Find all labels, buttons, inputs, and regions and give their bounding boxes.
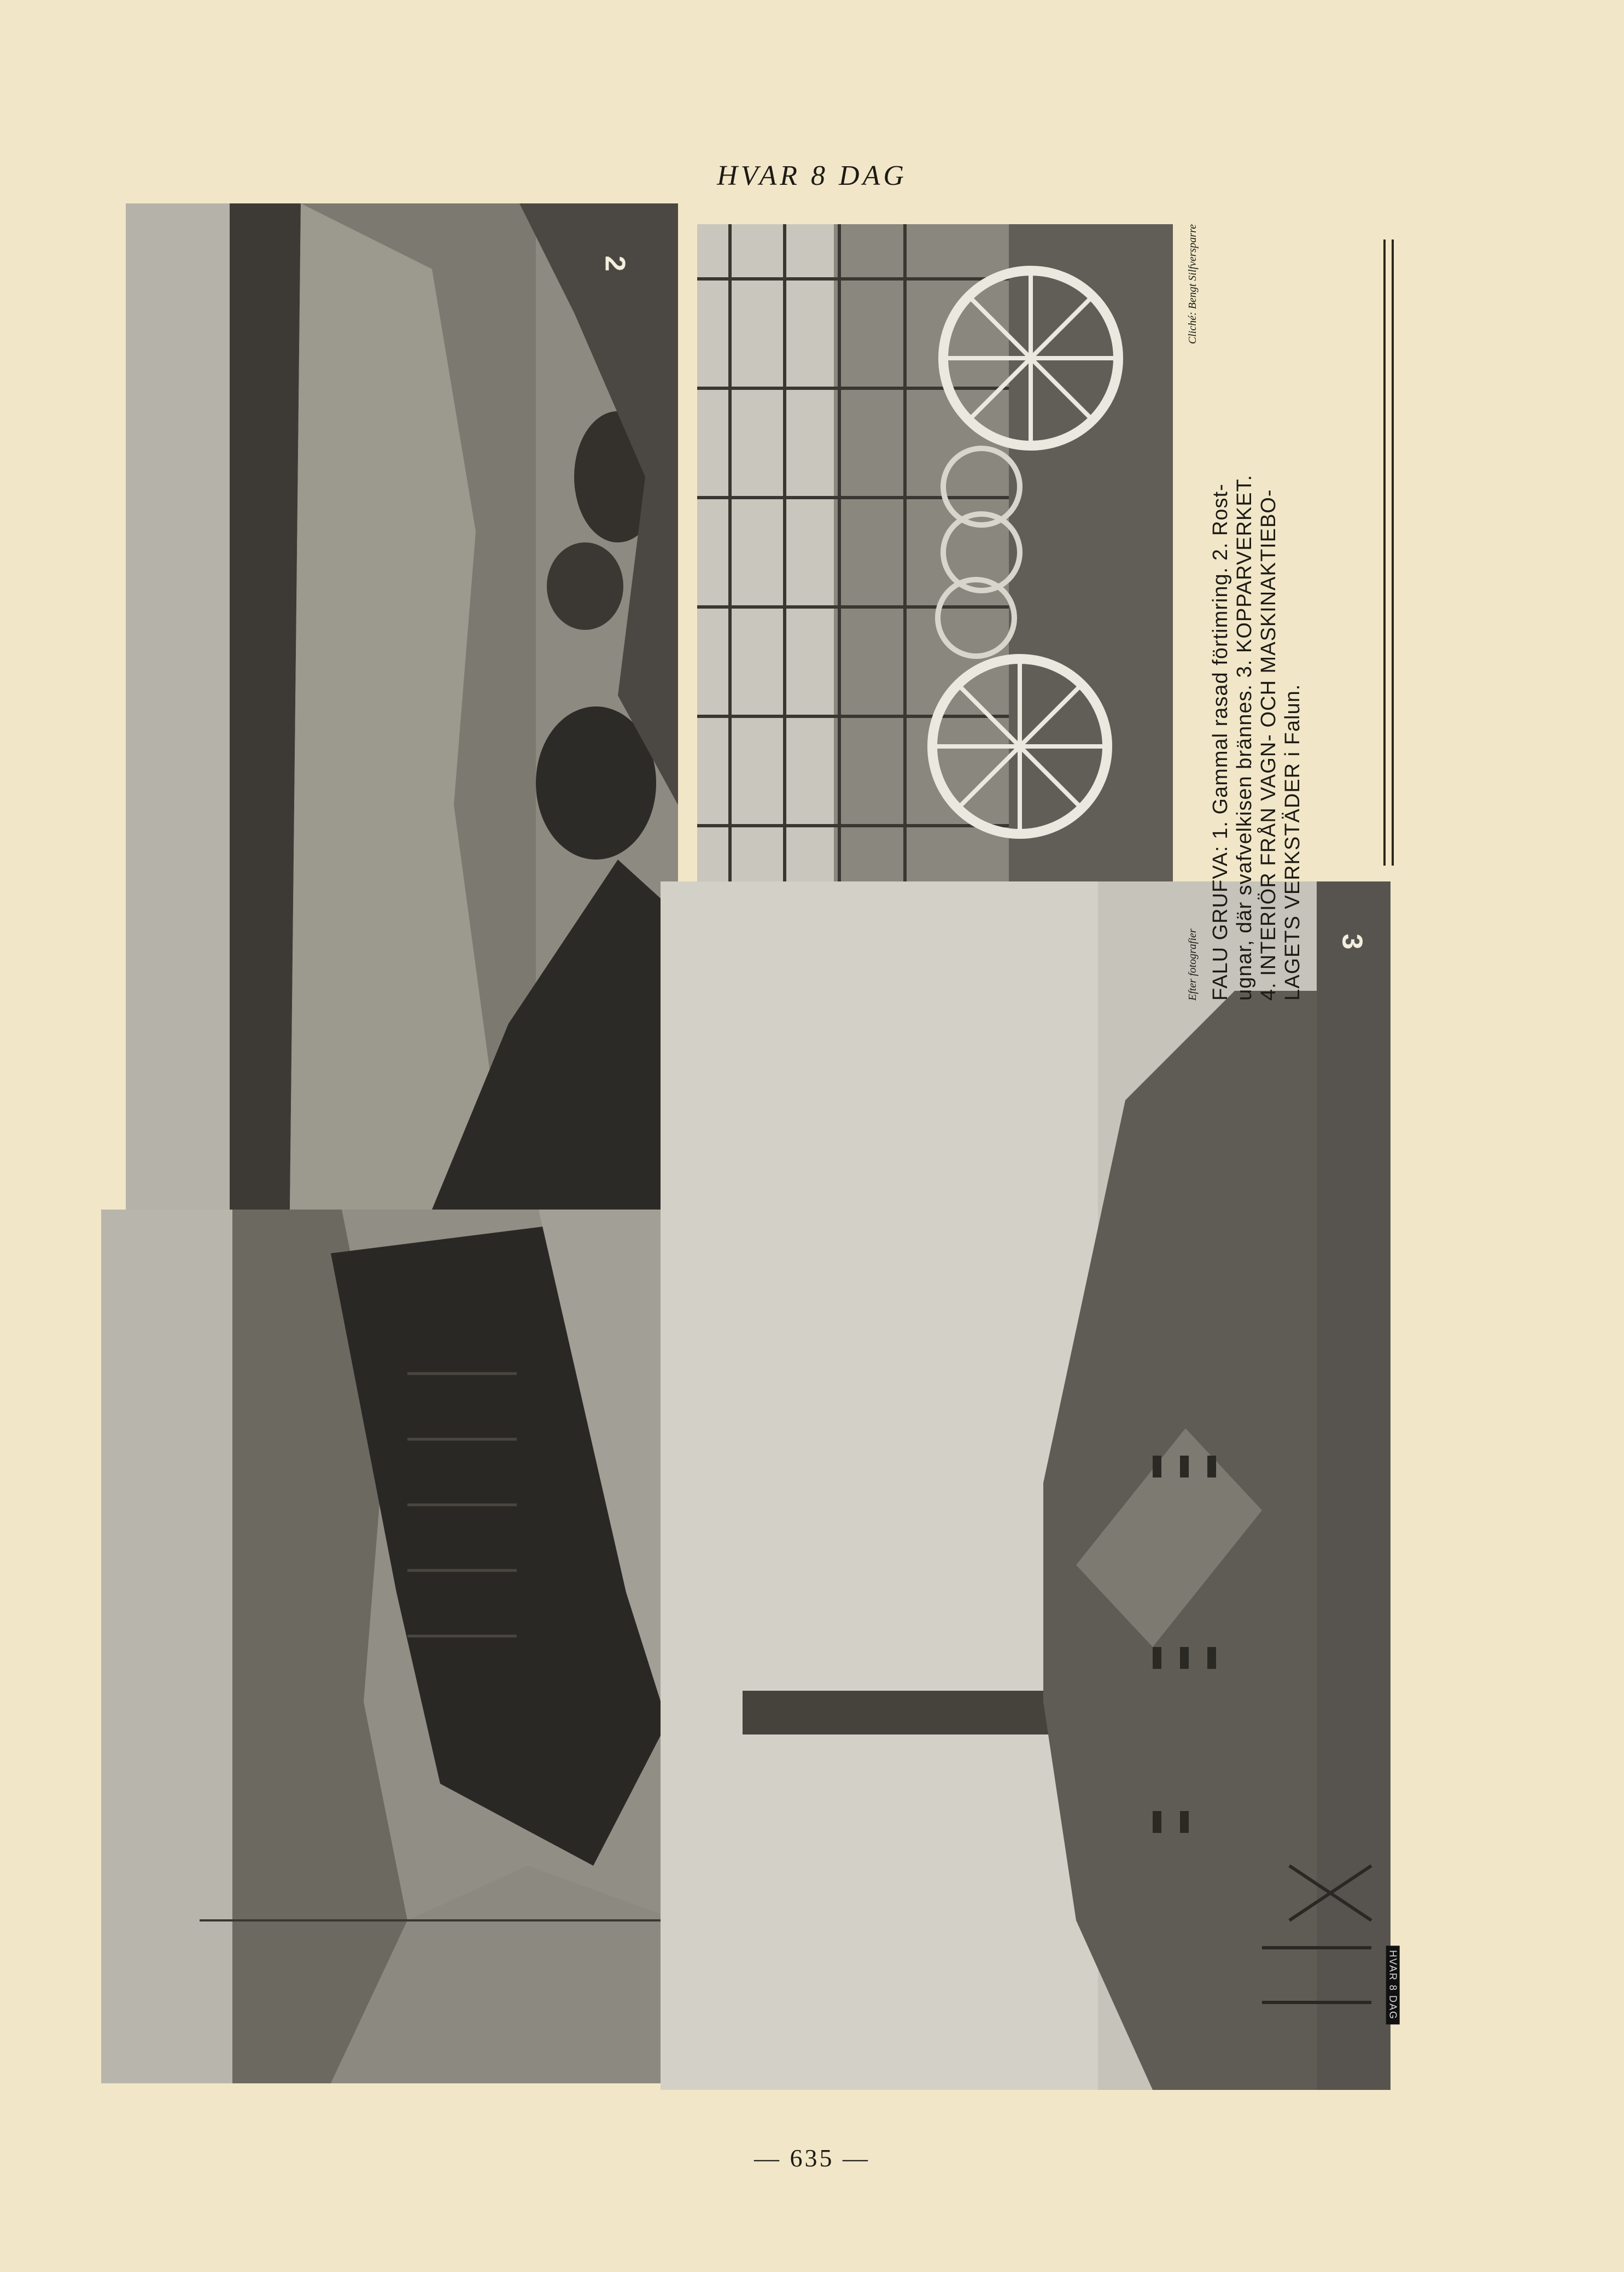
page-header: HVAR 8 DAG bbox=[717, 160, 907, 191]
caption-rule bbox=[1383, 240, 1386, 866]
cliche-credit: Cliché: Bengt Silfversparre bbox=[1187, 224, 1199, 344]
photo-watermark: HVAR 8 DAG bbox=[1386, 1946, 1400, 2024]
photo-copper-works bbox=[661, 881, 1399, 2090]
caption-line: 4. INTERIÖR FRÅN VAGN- OCH MASKINAKTIEBO- bbox=[1257, 489, 1280, 1001]
photo-number-3: 3 bbox=[1336, 933, 1368, 950]
photo-credit: Efter fotografier bbox=[1187, 928, 1199, 1001]
photo-number-2: 2 bbox=[599, 255, 631, 272]
caption-rule bbox=[1392, 240, 1394, 866]
caption-line: LAGETS VERKSTÄDER i Falun. bbox=[1281, 684, 1304, 1001]
page-number: — 635 — bbox=[754, 2144, 870, 2172]
caption-line: ugnar, där svafvelkisen brännes. 3. KOPPARVERKET. bbox=[1233, 474, 1256, 1001]
caption-block bbox=[1187, 224, 1351, 1001]
photo-collapsed-timbering bbox=[101, 1210, 678, 2083]
photo-roasting-kilns bbox=[126, 203, 678, 1210]
caption-text bbox=[1208, 224, 1305, 1001]
photo-workshop-interior bbox=[697, 224, 1173, 886]
caption-line: FALU GRUFVA: 1. Gammal rasad förtimring. 2. Rost- bbox=[1209, 483, 1232, 1001]
